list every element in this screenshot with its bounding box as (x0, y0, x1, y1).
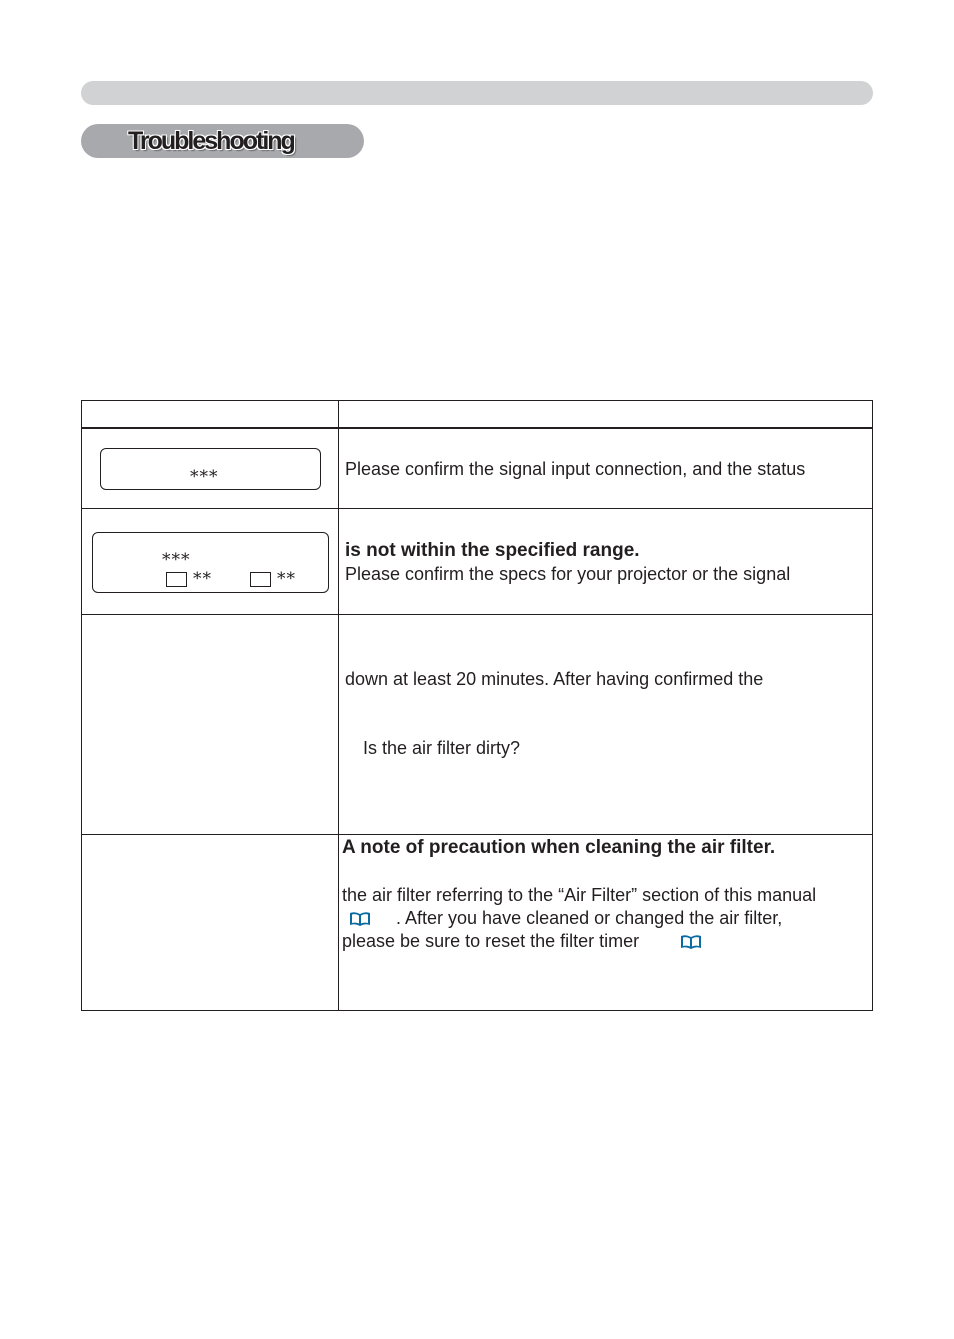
table-border-right (872, 400, 873, 1011)
row-text: please be sure to reset the filter timer (342, 931, 640, 951)
row-text: . After you have cleaned or changed the air filter, (396, 908, 783, 928)
message-stars: ** (277, 569, 296, 589)
table-border-bottom (81, 1010, 873, 1011)
section-title: Troubleshooting (128, 127, 294, 155)
row-text: Is the air filter dirty? (363, 738, 521, 758)
row-text: the air filter referring to the “Air Filter” section of this manual (342, 885, 817, 905)
message-square (166, 572, 187, 587)
message-stars: ** (193, 569, 212, 589)
row-text: down at least 20 minutes. After having confirmed the (345, 669, 764, 689)
table-row-divider (81, 508, 873, 509)
row-text-bold: is not within the specified range. (345, 540, 640, 561)
message-stars: *** (162, 550, 191, 570)
row-text: Please confirm the signal input connection, and the status (345, 459, 806, 479)
table-row-divider (81, 834, 873, 835)
table-border-top (81, 400, 873, 401)
table-header-divider (81, 427, 873, 429)
message-square (250, 572, 271, 587)
header-bar (81, 81, 873, 105)
message-stars: *** (190, 467, 219, 487)
table-border-left (81, 400, 82, 1011)
book-reference-icon[interactable] (349, 911, 371, 927)
row-text: Please confirm the specs for your projector or the signal (345, 564, 791, 584)
table-row-divider (81, 614, 873, 615)
table-column-divider (338, 400, 339, 1011)
book-reference-icon[interactable] (680, 934, 702, 950)
row-text-bold: A note of precaution when cleaning the air filter. (342, 837, 776, 858)
